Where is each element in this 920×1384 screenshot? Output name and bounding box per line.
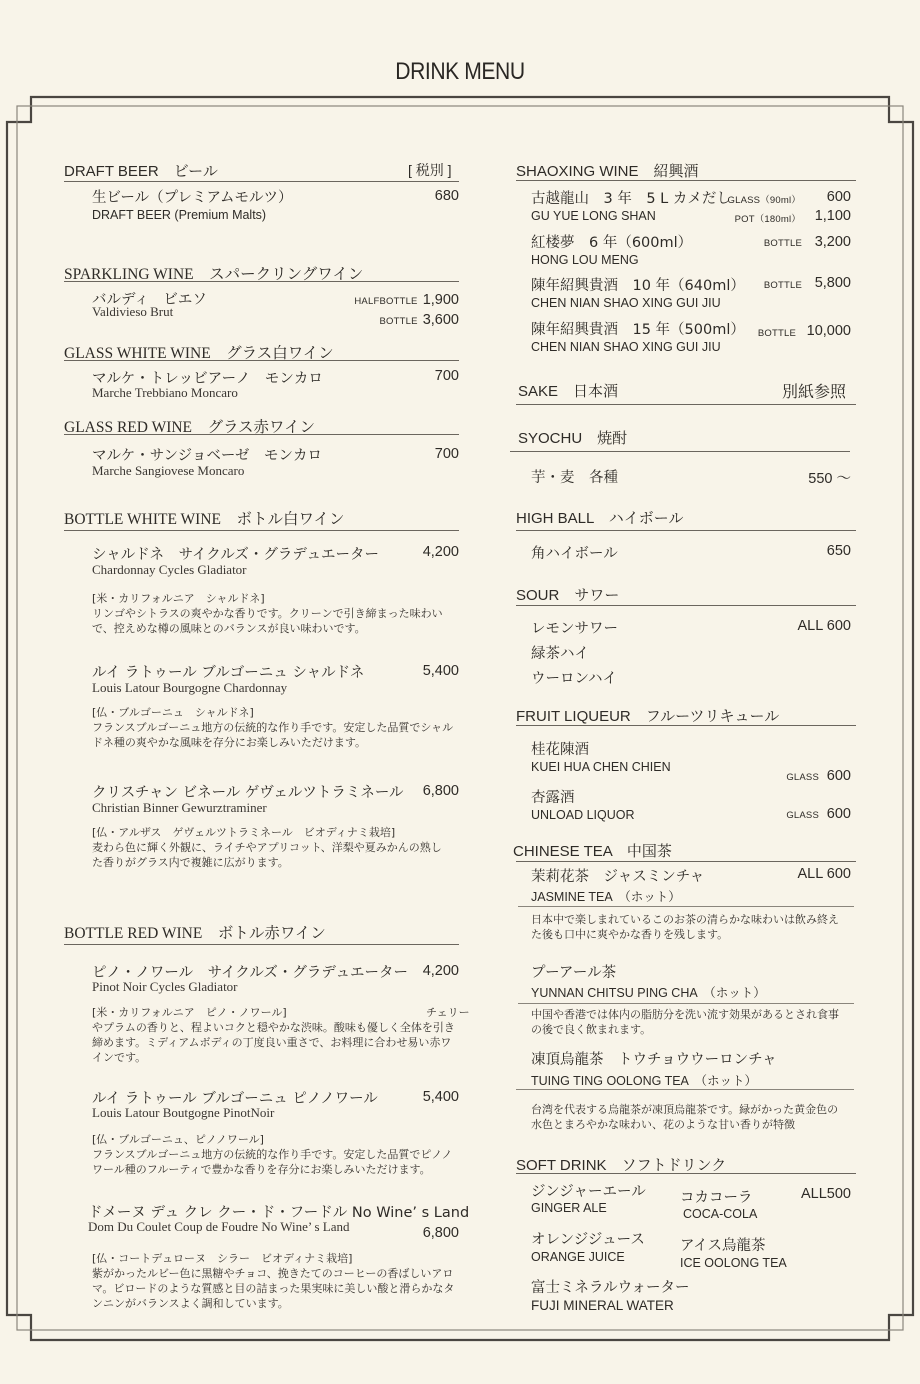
item-name-en: Christian Binner Gewurztraminer [92, 800, 267, 815]
section-header: BOTTLE WHITE WINE ボトル白ワイン [64, 511, 345, 528]
item-name-jp: ドメーヌ デュ クレ クー・ド・フードル No Wine’ s Land [88, 1205, 470, 1221]
item-name-jp: マルケ・トレッビアーノ モンカロ [92, 371, 323, 387]
item-name-jp: 富士ミネラルウォーター [531, 1280, 690, 1296]
item-name-en: ORANGE JUICE [531, 1250, 625, 1264]
divider [516, 725, 856, 726]
item-price: 700 [434, 446, 459, 462]
item-name-jp: コカコーラ [680, 1190, 753, 1206]
item-name-jp: 紅楼夢 6 年（600ml） [531, 235, 693, 251]
item-name-jp: オレンジジュース [531, 1232, 645, 1248]
item-name-jp: 陳年紹興貴酒 10 年（640ml） [531, 278, 745, 294]
item-origin-tail: チェリー [426, 1006, 470, 1019]
price-unit: GLASS [786, 772, 819, 783]
item-name-en: DRAFT BEER (Premium Malts) [92, 208, 267, 222]
tax-note: [ 税別 ] [408, 162, 452, 178]
price-unit: BOTTLE [763, 238, 802, 249]
section-header: SAKE 日本酒 [518, 383, 619, 400]
section-header: GLASS WHITE WINE グラス白ワイン [64, 345, 334, 362]
divider [518, 1003, 854, 1004]
item-name-jp: 凍頂烏龍茶 トウチョウウーロンチャ [531, 1052, 777, 1068]
section-header: GLASS RED WINE グラス赤ワイン [64, 419, 316, 436]
item-price: 680 [434, 188, 459, 204]
item-name-jp: ルイ ラトゥール ブルゴーニュ ピノノワール [92, 1091, 378, 1107]
divider [516, 861, 856, 862]
price-unit: BOTTLE [379, 316, 418, 327]
item-price: 6,800 [422, 783, 459, 799]
item-description: 日本中で楽しまれているこのお茶の清らかな味わいは飲み終えた後も口中に爽やかな香りを残します。 [531, 913, 839, 941]
divider [516, 530, 856, 531]
section-header: DRAFT BEER ビール [64, 163, 218, 180]
divider [510, 451, 850, 452]
item-name-jp: 陳年紹興貴酒 15 年（500ml） [531, 322, 745, 338]
item-name-jp: ジンジャーエール [531, 1184, 646, 1200]
item-name-en: ICE OOLONG TEA [680, 1256, 787, 1270]
price-row [354, 289, 459, 308]
item-description: リンゴやシトラスの爽やかな香りです。クリーンで引き締まった味わいで、控えめな樽の風味とのバランスが良い味わいです。 [92, 607, 443, 635]
item-price: 1,100 [814, 208, 851, 224]
item-name-jp: 生ビール（プレミアムモルツ） [92, 190, 293, 206]
item-price: 3,600 [422, 312, 459, 328]
item-name-jp: 桂花陳酒 [531, 742, 589, 758]
item-description: 中国や香港では体内の脂肪分を洗い流す効果があるとされ食事の後で良く飲まれます。 [531, 1008, 839, 1036]
item-price: 550 ～ [808, 471, 851, 487]
item-name-en: Valdivieso Brut [92, 304, 174, 319]
item-name-jp: アイス烏龍茶 [680, 1238, 766, 1254]
price-row [379, 309, 459, 328]
item-name-jp: ウーロンハイ [531, 671, 617, 687]
item-name-en: YUNNAN CHITSU PING CHA （ホット） [531, 986, 766, 1000]
section-header: HIGH BALL ハイボール [516, 510, 684, 527]
section-header: BOTTLE RED WINE ボトル赤ワイン [64, 925, 326, 942]
item-price: 4,200 [422, 963, 459, 979]
divider [64, 434, 459, 435]
divider [64, 281, 459, 282]
section-header: SYOCHU 焼酎 [518, 430, 628, 447]
divider [516, 404, 856, 405]
item-description: フランスブルゴーニュ地方の伝統的な作り手です。安定した品質でシャルドネ種の爽やかな風味を存分にお楽しみいただけます。 [92, 721, 454, 749]
item-description: やプラムの香りと、程よいコクと穏やかな渋味。酸味も優しく全体を引き締めます。ミディアムボディの丁度良い重さで、お料理に合わせ易い赤ワインです。 [92, 1021, 455, 1064]
item-name-en: UNLOAD LIQUOR [531, 808, 635, 822]
item-name-en: HONG LOU MENG [531, 253, 639, 267]
item-name-jp: バルディ ビエソ [92, 292, 207, 308]
section-header: SOFT DRINK ソフトドリンク [516, 1157, 727, 1174]
sake-note: 別紙参照 [781, 384, 846, 401]
item-name-jp: シャルドネ サイクルズ・グラデュエーター [92, 547, 379, 563]
item-name-en: Pinot Noir Cycles Gladiator [92, 979, 238, 994]
price-unit: BOTTLE [757, 328, 796, 339]
item-name-en: Chardonnay Cycles Gladiator [92, 562, 247, 577]
item-origin: [米・カリフォルニア シャルドネ] [92, 592, 265, 605]
item-name-en: TUING TING OOLONG TEA （ホット） [531, 1074, 757, 1088]
item-price: 1,900 [422, 292, 459, 308]
divider [64, 944, 459, 945]
item-name-jp: 角ハイボール [531, 546, 618, 562]
divider [64, 530, 459, 531]
item-price: 650 [826, 543, 851, 559]
item-price: 5,400 [422, 663, 459, 679]
item-name-en: GINGER ALE [531, 1201, 607, 1215]
item-description: 台湾を代表する烏龍茶が凍頂烏龍茶です。緑がかった黄金色の水色とまろやかな味わい、花のような甘い香りが特徴 [531, 1103, 839, 1131]
price-unit: HALFBOTTLE [354, 296, 418, 307]
item-name-jp: プーアール茶 [531, 965, 617, 981]
item-price: 600 [826, 189, 851, 205]
item-price: 6,800 [422, 1225, 459, 1241]
section-header: CHINESE TEA 中国茶 [513, 843, 672, 860]
item-description: 麦わら色に輝く外観に、ライチやアプリコット、洋梨や夏みかんの熟した香りがグラス内で複雑に広がります。 [92, 841, 442, 869]
item-origin: [仏・アルザス ゲヴェルツトラミネール ビオディナミ栽培] [92, 826, 396, 839]
item-price: 4,200 [422, 544, 459, 560]
item-price: 600 [826, 768, 851, 784]
divider [516, 1173, 856, 1174]
price-unit: GLASS [786, 810, 819, 821]
item-price: 700 [434, 368, 459, 384]
item-name-en: Marche Sangiovese Moncaro [92, 463, 245, 478]
item-name-en: JASMINE TEA （ホット） [531, 890, 681, 904]
section-price: ALL500 [801, 1186, 851, 1202]
item-name-jp: 杏露酒 [531, 790, 575, 806]
item-description: 紫がかったルビー色に黒糖やチョコ、挽きたてのコーヒーの香ばしいアロマ。ビロードのような質感と目の詰まった果実味に美しい酸と滑らかなタンニンがバランスよく調和しています。 [92, 1267, 455, 1310]
item-price: 600 [826, 806, 851, 822]
price-unit: BOTTLE [763, 280, 802, 291]
section-header: SPARKLING WINE スパークリングワイン [64, 266, 364, 283]
item-price: 3,200 [814, 234, 851, 250]
item-name-en: CHEN NIAN SHAO XING GUI JIU [531, 340, 721, 354]
section-price: ALL 600 [797, 866, 851, 882]
price-unit: POT（180ml） [734, 214, 801, 225]
item-name-en: Louis Latour Boutgogne PinotNoir [92, 1105, 275, 1120]
item-name-jp: 古越龍山 3 年 5 L カメだし [531, 191, 731, 207]
item-name-en: COCA-COLA [683, 1207, 758, 1221]
price-unit: GLASS（90ml） [727, 195, 801, 206]
divider [516, 180, 856, 181]
item-name-jp: マルケ・サンジョベーゼ モンカロ [92, 448, 323, 464]
section-header: FRUIT LIQUEUR フルーツリキュール [516, 708, 780, 725]
item-name-en: Dom Du Coulet Coup de Foudre No Wine’ s Land [88, 1219, 350, 1234]
item-price: 10,000 [806, 323, 851, 339]
item-name-jp: クリスチャン ビネール ゲヴェルツトラミネール [92, 785, 404, 801]
item-name-jp: レモンサワー [531, 621, 618, 637]
item-name-en: Marche Trebbiano Moncaro [92, 385, 238, 400]
item-name-jp: 茉莉花茶 ジャスミンチャ [531, 869, 705, 885]
divider [518, 906, 854, 907]
divider [516, 605, 856, 606]
divider [64, 181, 459, 182]
item-name-en: Louis Latour Bourgogne Chardonnay [92, 680, 288, 695]
item-description: フランスブルゴーニュ地方の伝統的な作り手です。安定した品質でピノノワール種のフルーティで豊かな香りを存分にお楽しみいただけます。 [92, 1148, 453, 1176]
item-name-en: FUJI MINERAL WATER [531, 1298, 674, 1313]
divider [64, 360, 459, 361]
item-origin: [仏・コートデュローヌ シラー ビオディナミ栽培] [92, 1252, 353, 1265]
section-header: SOUR サワー [516, 587, 620, 604]
item-name-jp: 緑茶ハイ [531, 646, 589, 662]
divider [516, 1089, 854, 1090]
section-header: SHAOXING WINE 紹興酒 [516, 163, 699, 180]
page-title: DRINK MENU [395, 58, 525, 85]
item-name-jp: ルイ ラトゥール ブルゴーニュ シャルドネ [92, 665, 365, 681]
item-origin: [米・カリフォルニア ピノ・ノワール] [92, 1006, 287, 1019]
item-name-en: GU YUE LONG SHAN [531, 209, 656, 223]
item-price: 5,400 [422, 1089, 459, 1105]
item-name-en: KUEI HUA CHEN CHIEN [531, 760, 671, 774]
item-name-en: CHEN NIAN SHAO XING GUI JIU [531, 296, 721, 310]
section-price: ALL 600 [797, 618, 851, 634]
item-price: 5,800 [814, 275, 851, 291]
item-origin: [仏・ブルゴーニュ シャルドネ] [92, 706, 254, 719]
item-origin: [仏・ブルゴーニュ、ピノノワール] [92, 1133, 264, 1146]
item-name-jp: 芋・麦 各種 [531, 470, 618, 486]
item-name-jp: ピノ・ノワール サイクルズ・グラデュエーター [92, 965, 408, 981]
